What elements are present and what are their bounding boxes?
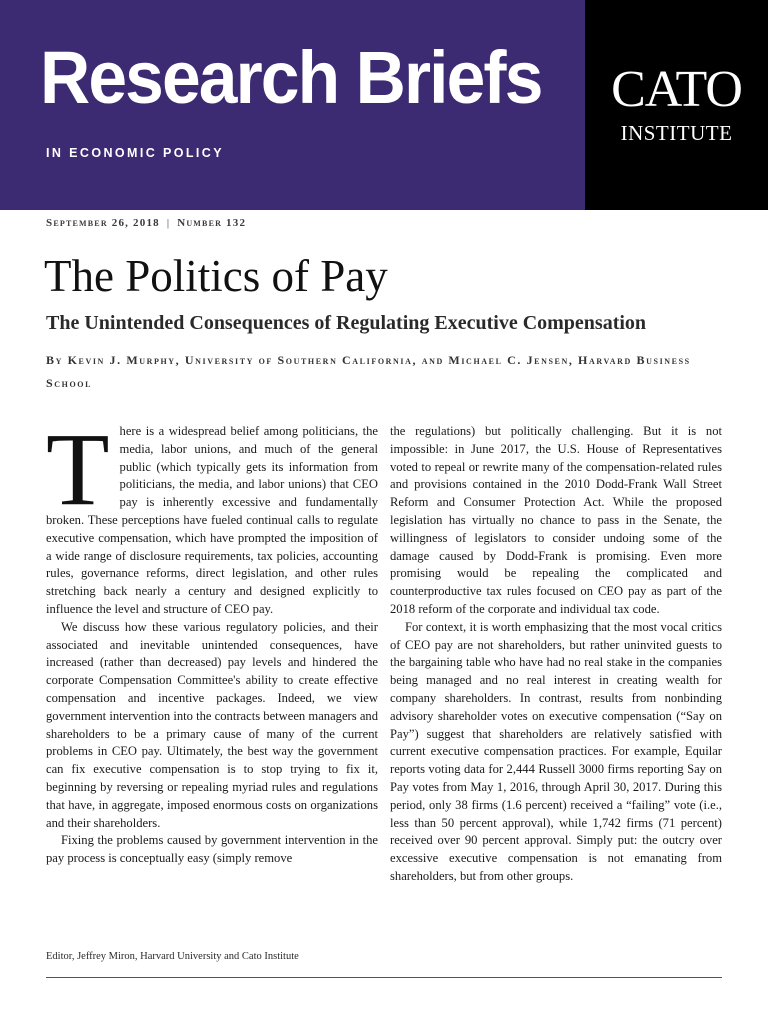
editor-credit: Editor, Jeffrey Miron, Harvard University and Cato Institute (46, 951, 299, 962)
logo-wordmark: CATO (611, 61, 742, 118)
drop-cap: T (46, 412, 110, 527)
article-subtitle: The Unintended Consequences of Regulating Executive Compensation (46, 312, 647, 334)
byline: By Kevin J. Murphy, University of Southern California, and Michael C. Jensen, Harvard Business School (46, 353, 691, 390)
footer-rule (46, 977, 722, 978)
publication-title: Research Briefs (40, 36, 542, 119)
dateline-separator: | (166, 217, 171, 229)
article-title: The Politics of Pay (44, 251, 388, 301)
paragraph-3: Fixing the problems caused by government intervention in the pay process is conceptually easy (simply remove (46, 833, 378, 866)
issue-date: September 26, 2018 (46, 217, 160, 229)
logo-institute: INSTITUTE (620, 121, 733, 145)
right-column (390, 423, 722, 886)
paragraph-4: the regulations) but politically challenging. But it is not impossible: in June 2017, the U.S. House of Representatives voted to repeal or rewrite many of the compensation-related rules and provisions contained in the 2010 Dodd-Frank Wall Street Reform and Consumer Protection Act. While the proposed legislation has virtually no chance to pass in the Senate, the willingness of legislators to consider undoing some of the damage caused by Dodd-Frank is promising. Even more promising would be repealing the complicated and counterproductive tax rules focused on CEO pay as part of the 2018 reform of the corporate and individual tax code. (390, 424, 722, 616)
issue-number: Number 132 (177, 217, 247, 229)
left-column (46, 412, 378, 868)
publication-subtitle: IN ECONOMIC POLICY (46, 146, 224, 160)
paragraph-2: We discuss how these various regulatory policies, and their associated and inevitable unintended consequences, have increased (rather than decreased) pay levels and hindered the corporate Compensation Committee's ability to create effective compensation and incentive packages. Indeed, we view government intervention into the contracts between managers and shareholders to be a primary cause of many of the current problems in CEO pay. Ultimately, the best way the government can fix executive compensation is to stop trying to fix it, beginning by reversing or repealing myriad rules and regulations that have, in aggregate, imposed enormous costs on organizations and their shareholders. (46, 619, 378, 830)
dateline (46, 217, 246, 229)
paragraph-1-text: here is a widespread belief among politicians, the media, labor unions, and much of the general public (which typically gets its information from politicians, the media, and labor unions) that CEO pay is inherently excessive and fundamentally broken. These perceptions have fueled continual calls to regulate executive compensation, which have prompted the imposition of a wide range of disclosure requirements, tax policies, accounting rules, governance reforms, direct legislation, and other rules stretching back nearly a century and designed explicitly to influence the level and structure of CEO pay. (46, 424, 378, 616)
paragraph-5: For context, it is worth emphasizing that the most vocal critics of CEO pay are not shareholders, but rather uninvited guests to the bargaining table who have had no real stake in the companies being managed and no real interest in creating wealth for company shareholders. In contrast, results from nonbinding advisory shareholder votes on executive compensation (“Say on Pay”) suggest that shareholders are relatively satisfied with current executive compensation practices. For example, Equilar reports voting data for 2,444 Russell 3000 firms reporting Say on Pay votes from May 1, 2016, through April 30, 2017. During this period, only 38 firms (1.6 percent) received a “failing” vote (i.e., less than 50 percent approval), while 1,742 firms (71 percent) received over 90 percent approval. Simply put: the outcry over excessive executive compensation is not emanating from shareholders, but from other groups. (390, 619, 722, 883)
cato-logo (585, 0, 768, 210)
paragraph-1 (46, 412, 378, 619)
